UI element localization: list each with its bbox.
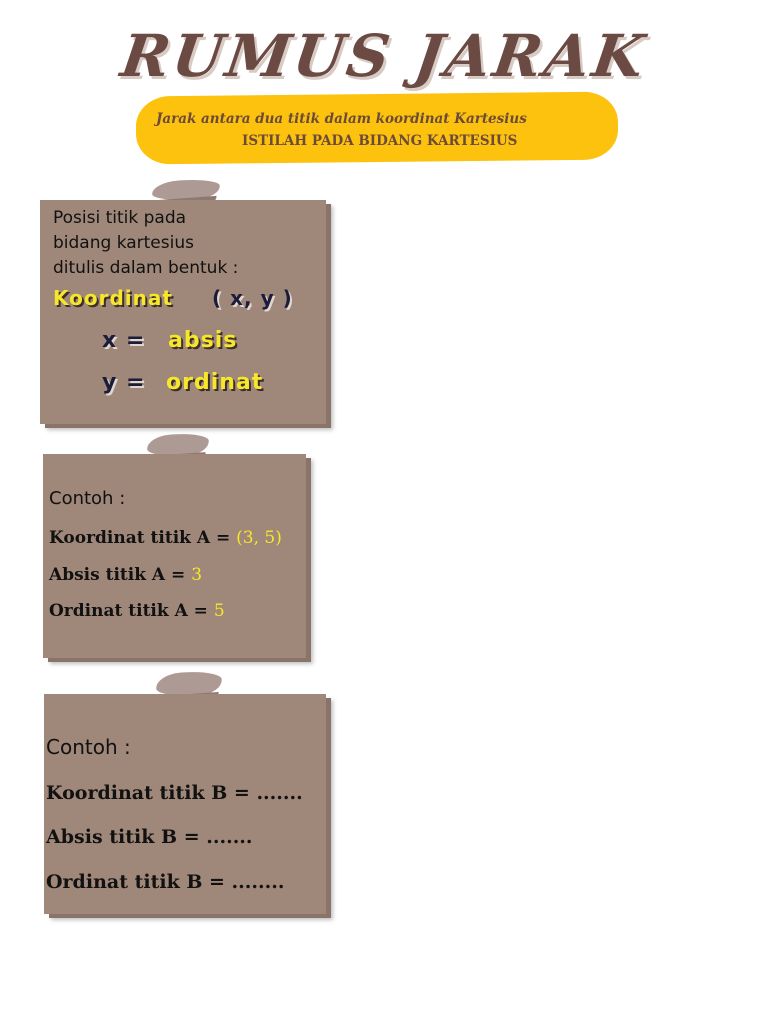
definition-line-1: Posisi titik pada bbox=[53, 208, 187, 228]
subtitle-banner bbox=[136, 91, 619, 164]
example-b-row: Ordinat titik B = ........ bbox=[46, 871, 285, 893]
koordinat-label: Koordinat bbox=[53, 286, 173, 310]
ordinat-term: ordinat bbox=[166, 370, 264, 395]
tape-decoration bbox=[151, 178, 220, 203]
example-a-row bbox=[49, 601, 225, 621]
definition-line-3: ditulis dalam bentuk : bbox=[53, 258, 239, 278]
example-a-row bbox=[49, 565, 202, 585]
absis-term: absis bbox=[168, 328, 238, 353]
example-b-heading: Contoh : bbox=[46, 735, 131, 759]
definition-line-2: bidang kartesius bbox=[53, 233, 194, 253]
example-a-row bbox=[49, 528, 282, 548]
note-card-example-a bbox=[43, 454, 306, 658]
row-value: 5 bbox=[213, 601, 225, 621]
example-b-row: Koordinat titik B = ....... bbox=[46, 782, 303, 804]
row-value: 3 bbox=[191, 565, 203, 585]
row-label: Ordinat titik A = bbox=[49, 601, 214, 621]
page-title: RUMUS JARAK bbox=[116, 22, 652, 90]
row-value: (3, 5) bbox=[236, 528, 282, 548]
example-b-row: Absis titik B = ....... bbox=[46, 826, 253, 848]
x-equals: x = bbox=[102, 328, 146, 353]
banner-subtitle: Jarak antara dua titik dalam koordinat Kartesius bbox=[156, 111, 527, 127]
koordinat-pair: ( x, y ) bbox=[212, 286, 293, 310]
row-label: Koordinat titik A = bbox=[49, 528, 237, 548]
banner-heading: ISTILAH PADA BIDANG KARTESIUS bbox=[242, 133, 518, 149]
row-label: Absis titik A = bbox=[49, 565, 192, 585]
example-a-heading: Contoh : bbox=[49, 488, 126, 509]
y-equals: y = bbox=[102, 370, 146, 395]
